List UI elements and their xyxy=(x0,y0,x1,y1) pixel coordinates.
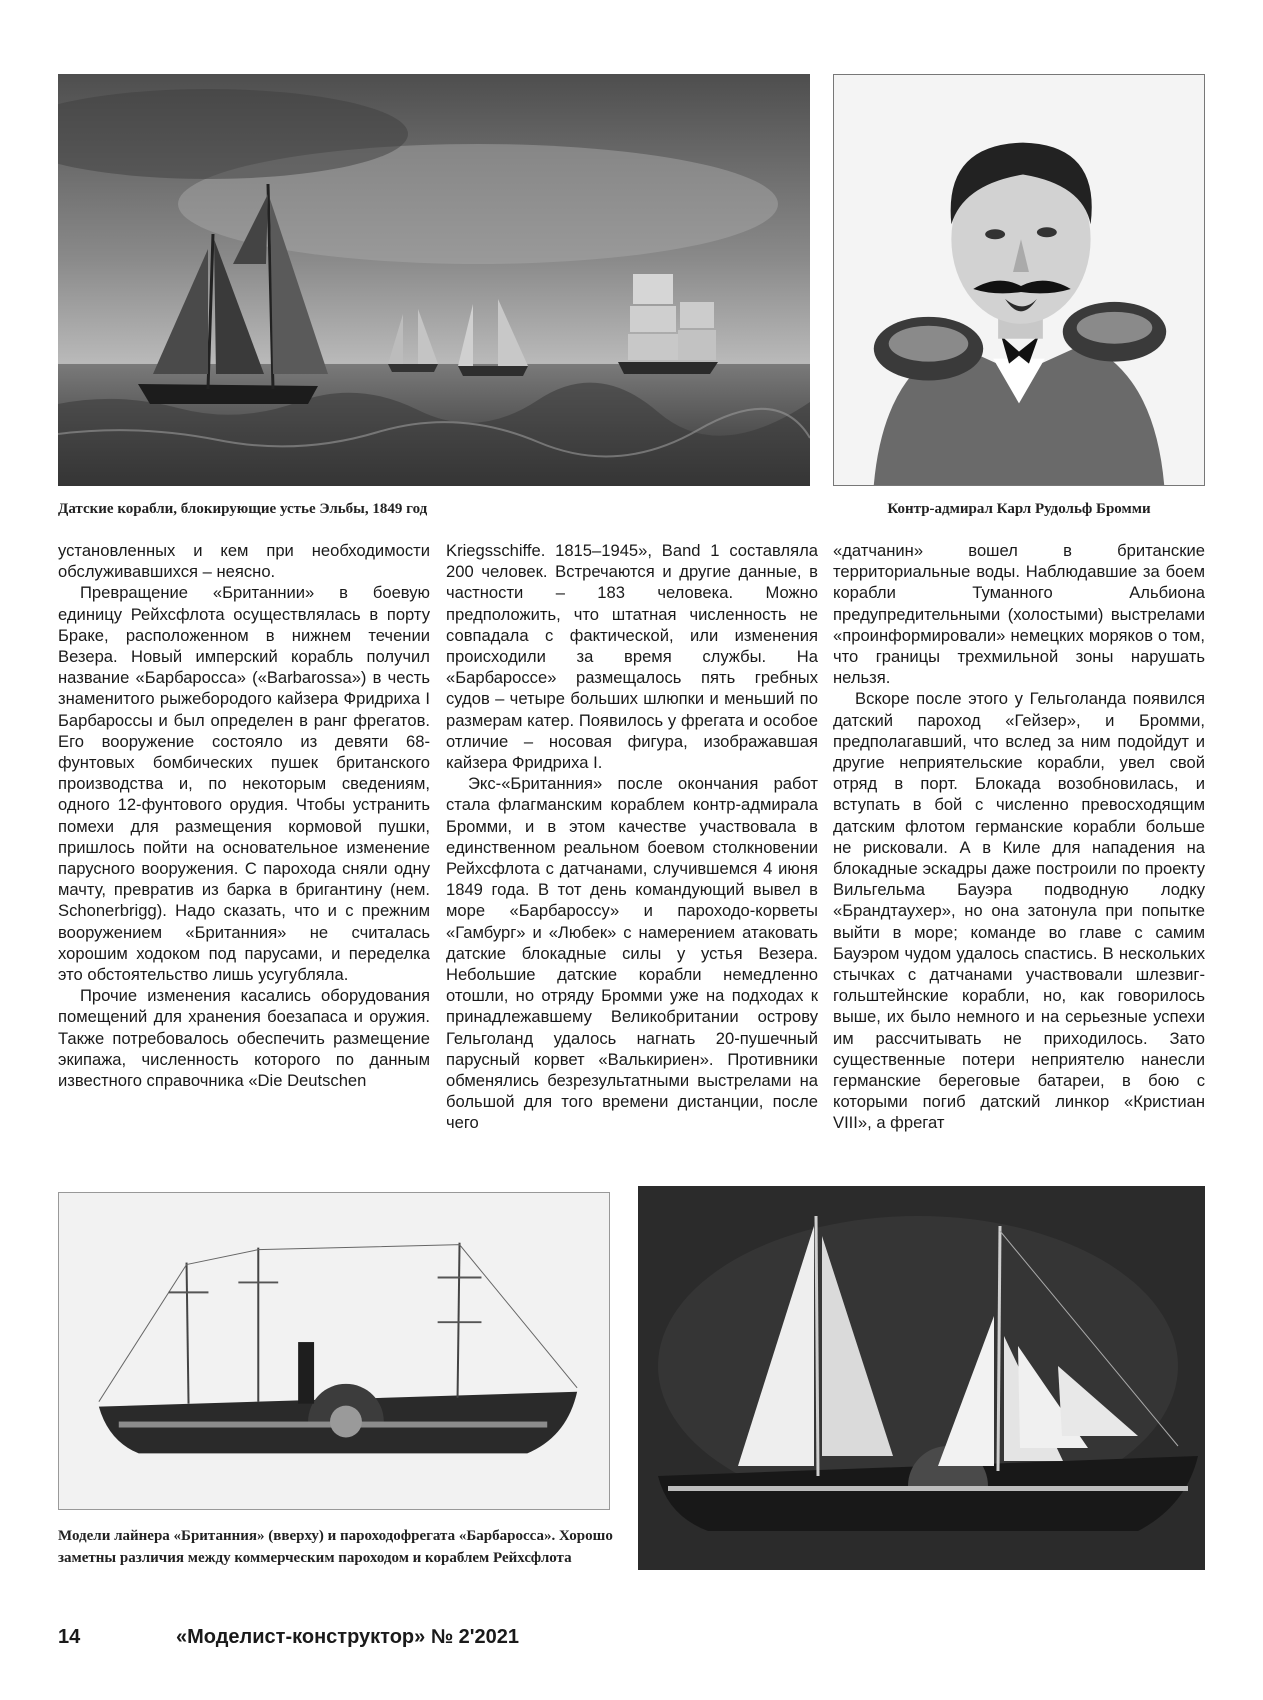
left-paragraph-1: установленных и кем при необходимости обслуживавшихся – неясно. xyxy=(58,541,430,582)
models-caption: Модели лайнера «Британния» (вверху) и пароходофрегата «Барбаросса». Хорошо заметны различия между коммерческим пароходом и кораблем Рейхсфлота xyxy=(58,1528,613,1566)
magazine-title: «Моделист-конструктор» № 2'2021 xyxy=(176,1626,520,1648)
page-footer xyxy=(58,1626,519,1649)
danish-ships-painting xyxy=(58,74,810,486)
admiral-portrait xyxy=(833,74,1205,486)
left-paragraph-2: Превращение «Британнии» в боевую единицу Рейхсфлота осуществлялась в порту Браке, расположенном в нижнем течении Везера. Новый имперский корабль получил название «Барбаросса» («Barbarossa») в честь знаменитого рыжебородого кайзера Фридриха I Барбароссы и был определен в ранг фрегатов. Его вооружение состояло из девяти 68-фунтовых бомбических пушек британского производства и, по некоторым сведениям, одного 12-фунтового орудия. Чтобы устранить помехи для размещения кормовой пушки, пришлось пойти на основательное изменение парусного вооружения. С парохода сняли одну мачту, превратив из барка в бригантину (нем. Schonerbrigg). Надо сказать, что и с прежним вооружением «Британния» не считалась хорошим ходоком под парусами, и переделка это обстоятельство лишь усугубляла. xyxy=(58,583,430,985)
left-paragraph-3: Прочие изменения касались оборудования помещений для хранения боезапаса и оружия. Также потребовалось обеспечить размещение экипажа, численность которого по данным известного справочника «Die Deutschen xyxy=(58,986,430,1091)
right-paragraph-1: «датчанин» вошел в британские территориальные воды. Наблюдавшие за боем корабли Туманного Альбиона предупредительными (холостыми) выстрелами «проинформировали» немецких моряков о том, что границы трехмильной зоны нарушать нельзя. xyxy=(833,541,1205,688)
text-column-right xyxy=(833,540,1205,1134)
text-column-left xyxy=(58,540,430,1091)
barbarossa-model-photo xyxy=(638,1186,1205,1570)
middle-paragraph-2: Экс-«Британния» после окончания работ стала флагманским кораблем контр-адмирала Бромми, и в этом качестве участвовала в единственном реальном боевом столкновении Рейхсфлота с датчанами, случившемся 4 июня 1849 года. В тот день командующий вывел в море «Барбароссу» и пароходо-корветы «Гамбург» и «Любек» с намерением атаковать датские блокадные силы у устья Везера. Небольшие датские корабли немедленно отошли, но отряду Бромми уже на подходах к принадлежавшему Великобритании острову Гельголанд удалось нагнать 20-пушечный парусный корвет «Валькириен». Противники обменялись безрезультатными выстрелами на большой для того времени дистанции, после чего xyxy=(446,774,818,1133)
painting-caption: Датские корабли, блокирующие устье Эльбы, 1849 год xyxy=(58,501,428,517)
middle-paragraph-1: Kriegsschiffe. 1815–1945», Band 1 составляла 200 человек. Встречаются и другие данные, в частности – 183 человека. Можно предположить, что штатная численность не совпадала с фактической, или изменения происходили за время службы. На «Барбароссе» размещалось пять гребных судов – четыре больших шлюпки и меньший по размерам катер. Появилось у фрегата и особое отличие – носовая фигура, изображавшая кайзера Фридриха I. xyxy=(446,541,818,773)
text-column-middle xyxy=(446,540,818,1134)
page-number: 14 xyxy=(58,1626,81,1648)
right-paragraph-2: Вскоре после этого у Гельголанда появился датский пароход «Гейзер», и Бромми, предполагавший, что вслед за ним подойдут и другие неприятельские корабли, увел свой отряд в порт. Блокада возобновилась, и вступать в бой с численно превосходящим датским флотом германские корабли больше не рисковали. А в Киле для нападения на блокадные эскадры даже построили по проекту Вильгельма Бауэра подводную лодку «Брандтаухер», но она затонула при попытке выйти в море; команде во главе с самим Бауэром чудом удалось спастись. В нескольких стычках с датчанами участвовали шлезвиг-гольштейнские корабли, но, как говорилось выше, их было немного и на серьезные успехи им рассчитывать не приходилось. Зато существенные потери неприятелю нанесли германские береговые батареи, в бою с которыми погиб датский линкор «Кристиан VIII», а фрегат xyxy=(833,689,1205,1133)
portrait-caption: Контр-адмирал Карл Рудольф Бромми xyxy=(887,501,1151,517)
britannia-model-photo xyxy=(58,1192,610,1510)
